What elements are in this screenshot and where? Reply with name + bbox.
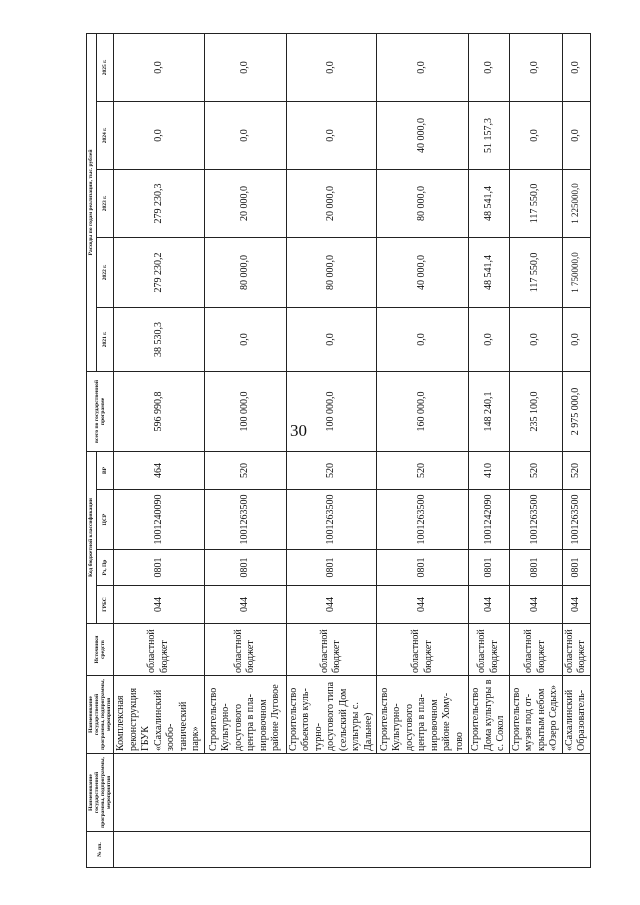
cell-2022: 80 000,0 (286, 237, 377, 307)
cell-source: областной бюджет (562, 624, 590, 676)
cell-grbs: 044 (377, 586, 469, 624)
cell-source: областной бюджет (204, 624, 286, 676)
header-rzpr: Рз, Пр (96, 550, 113, 586)
cell-2022: 48 541,4 (469, 237, 510, 307)
cell-2021: 0,0 (204, 307, 286, 371)
cell-source: областной бюджет (286, 624, 377, 676)
header-program: Наименование государственной программы, подпрограммы, мероприятия (87, 754, 114, 832)
cell-vr: 520 (509, 451, 562, 489)
header-years-group: Расходы по годам реализации, тыс. рублей (87, 33, 97, 371)
budget-table (86, 33, 591, 868)
cell-2023: 1 225000,0 (562, 169, 590, 237)
cell-grbs: 044 (562, 586, 590, 624)
cell-2023: 80 000,0 (377, 169, 469, 237)
cell-rzpr: 0801 (377, 550, 469, 586)
cell-2021: 0,0 (377, 307, 469, 371)
cell-no (114, 832, 591, 868)
cell-2021: 0,0 (562, 307, 590, 371)
cell-2021: 38 530,3 (114, 307, 205, 371)
header-2024: 2024 г. (96, 101, 113, 169)
cell-2024: 40 000,0 (377, 101, 469, 169)
cell-2025: 0,0 (286, 33, 377, 101)
table-row (204, 33, 286, 867)
cell-grbs: 044 (469, 586, 510, 624)
cell-2024: 0,0 (114, 101, 205, 169)
cell-vr: 410 (469, 451, 510, 489)
cell-object: Комплексная реконструкция ГБУК «Сахалинский зообо-танический парк» (114, 676, 205, 754)
cell-source: областной бюджет (469, 624, 510, 676)
cell-total: 100 000,0 (286, 371, 377, 451)
cell-vr: 520 (204, 451, 286, 489)
header-object: Наименование государственной программы, подпрограммы, мероприятия (87, 676, 114, 754)
cell-rzpr: 0801 (509, 550, 562, 586)
rotated-table-container (86, 34, 588, 868)
cell-object: Строительство объектов куль-турно-досугового типа (сельский Дом культуры с. Дальнее) (286, 676, 377, 754)
table-row (377, 33, 469, 867)
cell-object: «Сахалинский Образователь- (562, 676, 590, 754)
cell-vr: 520 (286, 451, 377, 489)
cell-2022: 1 750000,0 (562, 237, 590, 307)
cell-2022: 80 000,0 (204, 237, 286, 307)
cell-2023: 48 541,4 (469, 169, 510, 237)
header-2022: 2022 г. (96, 237, 113, 307)
cell-total: 2 975 000,0 (562, 371, 590, 451)
header-2023: 2023 г. (96, 169, 113, 237)
cell-2025: 0,0 (114, 33, 205, 101)
cell-csr: 1001242090 (469, 490, 510, 550)
header-vr: ВР (96, 451, 113, 489)
cell-total: 235 100,0 (509, 371, 562, 451)
cell-rzpr: 0801 (204, 550, 286, 586)
cell-rzpr: 0801 (562, 550, 590, 586)
cell-source: областной бюджет (509, 624, 562, 676)
page-number: 30 (290, 421, 307, 440)
cell-2025: 0,0 (377, 33, 469, 101)
cell-2023: 117 550,0 (509, 169, 562, 237)
cell-object: Строительство Дома культуры в с. Сокол (469, 676, 510, 754)
cell-object: Строительство музея под от-крытым небом «Озеро Седых» (509, 676, 562, 754)
cell-total: 160 000,0 (377, 371, 469, 451)
cell-vr: 520 (377, 451, 469, 489)
cell-2023: 279 230,3 (114, 169, 205, 237)
header-grbs: ГРБС (96, 586, 113, 624)
cell-csr: 1001263500 (377, 490, 469, 550)
cell-object: Строительство Культурно-досугового центра в пла-нировочном районе Луговое (204, 676, 286, 754)
cell-csr: 1001263500 (562, 490, 590, 550)
header-2021: 2021 г. (96, 307, 113, 371)
cell-rzpr: 0801 (469, 550, 510, 586)
cell-grbs: 044 (509, 586, 562, 624)
cell-rzpr: 0801 (286, 550, 377, 586)
cell-grbs: 044 (114, 586, 205, 624)
table-row (114, 33, 205, 867)
cell-source: областной бюджет (114, 624, 205, 676)
cell-grbs: 044 (286, 586, 377, 624)
table-row (509, 33, 562, 867)
header-source: Источники средств (87, 624, 114, 676)
table-row (286, 33, 377, 867)
cell-2021: 0,0 (509, 307, 562, 371)
header-2025: 2025 г. (96, 33, 113, 101)
cell-2025: 0,0 (204, 33, 286, 101)
cell-2024: 0,0 (509, 101, 562, 169)
cell-2022: 279 230,2 (114, 237, 205, 307)
cell-2025: 0,0 (509, 33, 562, 101)
cell-vr: 520 (562, 451, 590, 489)
cell-csr: 1001263500 (204, 490, 286, 550)
cell-2025: 0,0 (562, 33, 590, 101)
header-csr: ЦСР (96, 490, 113, 550)
header-total: всего по государственной программе (87, 371, 114, 451)
cell-csr: 1001240090 (114, 490, 205, 550)
cell-2021: 0,0 (469, 307, 510, 371)
cell-csr: 1001263500 (286, 490, 377, 550)
table-row (562, 33, 590, 867)
cell-2024: 51 157,3 (469, 101, 510, 169)
cell-total: 596 990,8 (114, 371, 205, 451)
cell-2021: 0,0 (286, 307, 377, 371)
cell-vr: 464 (114, 451, 205, 489)
cell-rzpr: 0801 (114, 550, 205, 586)
cell-2023: 20 000,0 (286, 169, 377, 237)
cell-total: 148 240,1 (469, 371, 510, 451)
table-row (469, 33, 510, 867)
cell-csr: 1001263500 (509, 490, 562, 550)
cell-total: 100 000,0 (204, 371, 286, 451)
cell-2022: 40 000,0 (377, 237, 469, 307)
cell-2024: 0,0 (562, 101, 590, 169)
cell-2023: 20 000,0 (204, 169, 286, 237)
cell-source: областной бюджет (377, 624, 469, 676)
cell-program (114, 754, 591, 832)
cell-2024: 0,0 (286, 101, 377, 169)
cell-2022: 117 550,0 (509, 237, 562, 307)
header-budget-group: Код бюджетной классификации (87, 451, 97, 623)
cell-2024: 0,0 (204, 101, 286, 169)
cell-2025: 0,0 (469, 33, 510, 101)
cell-object: Строительство Культурно-досугового центра в пла-нировочном районе Хому-тово (377, 676, 469, 754)
header-no: № пп. (87, 832, 114, 868)
cell-grbs: 044 (204, 586, 286, 624)
